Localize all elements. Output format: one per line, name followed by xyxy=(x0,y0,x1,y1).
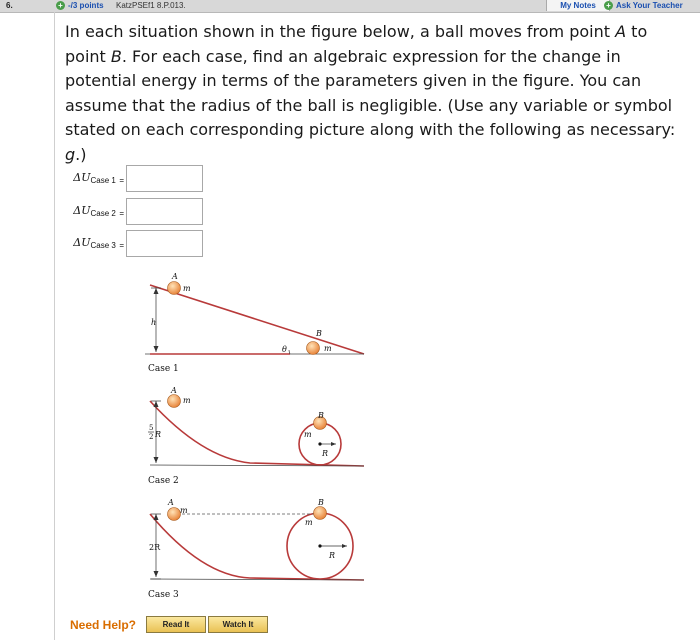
answer-label-case-1: ΔUCase 1 = xyxy=(73,171,124,185)
case-3-radius-label: R xyxy=(329,551,336,560)
case-1-label-b: B xyxy=(316,329,322,338)
question-number: 6. xyxy=(6,1,13,10)
answer-label-case-3: ΔUCase 3 = xyxy=(73,236,124,250)
case-3-height-label: 2R xyxy=(149,543,161,552)
case-2-mass-a: m xyxy=(183,396,191,405)
case-1-mass-a: m xyxy=(183,284,191,293)
my-notes-button[interactable]: My Notes xyxy=(546,0,610,11)
question-prompt xyxy=(65,20,685,167)
case-2-height-var: R xyxy=(155,430,162,439)
case-2-height-denominator: 2 xyxy=(149,433,154,441)
problem-code: KatzPSEf1 8.P.013. xyxy=(116,1,186,10)
case-1-ball-a xyxy=(168,282,181,295)
physics-figure xyxy=(140,268,375,602)
read-it-button[interactable]: Read It xyxy=(146,616,206,633)
prompt-text-3: . For each case, find an algebraic expression for the change in potential energy in terms of the parameters given in the figure. You can assume that the radius of the ball is negligible. (Use any variable or symbol stated on each corresponding picture along with the following as necessary: xyxy=(65,46,676,139)
prompt-symbol-g: g xyxy=(65,144,76,164)
prompt-point-b: B xyxy=(110,46,122,66)
case-2-diagram xyxy=(148,386,364,486)
case-3-mass-a: m xyxy=(180,506,188,515)
case-3-label-a: A xyxy=(168,498,174,507)
case-2-label-b: B xyxy=(318,411,324,420)
case-2-label-a: A xyxy=(171,386,177,395)
prompt-text-1: In each situation shown in the figure below, a ball moves from point xyxy=(65,22,616,41)
answer-input-case-1[interactable] xyxy=(126,165,203,192)
case-2-mass-b: m xyxy=(304,430,312,439)
answer-label-case-2: ΔUCase 2 = xyxy=(73,204,124,218)
case-3-caption: Case 3 xyxy=(148,590,179,600)
prompt-text-2: to point xyxy=(65,22,648,66)
case-1-height-label: h xyxy=(151,318,157,327)
left-divider xyxy=(54,12,55,640)
case-2-track xyxy=(150,401,364,466)
case-3-radius-arrow xyxy=(342,544,347,548)
points-label: -/3 points xyxy=(68,1,104,10)
case-1-arrow-down xyxy=(154,346,159,352)
case-3-ball-b xyxy=(314,507,327,520)
case-2-ball-a xyxy=(168,395,181,408)
prompt-text-4: .) xyxy=(75,144,87,164)
case-2-radius-arrow xyxy=(331,442,336,446)
case-1-ramp xyxy=(150,285,364,354)
case-2-arrow-up xyxy=(154,401,159,407)
case-2-height-numerator: 5 xyxy=(149,424,154,432)
question-header xyxy=(0,0,700,13)
watch-it-button[interactable]: Watch It xyxy=(208,616,268,633)
ask-plus-icon[interactable]: + xyxy=(604,1,613,10)
case-3-ball-a xyxy=(168,508,181,521)
case-1-caption: Case 1 xyxy=(148,364,179,374)
case-3-arrow-down xyxy=(154,571,159,577)
case-3-diagram xyxy=(148,498,364,600)
case-1-angle-label: θ xyxy=(282,345,287,354)
case-2-arrow-down xyxy=(154,457,159,463)
prompt-point-a: A xyxy=(615,22,627,41)
case-3-track xyxy=(150,514,364,580)
expand-plus-icon[interactable]: + xyxy=(56,1,65,10)
case-2-radius-label: R xyxy=(322,449,329,458)
case-3-mass-b: m xyxy=(305,518,313,527)
case-1-label-a: A xyxy=(172,272,178,281)
case-1-arrow-up xyxy=(154,288,159,294)
case-1-diagram xyxy=(145,272,364,374)
case-2-caption: Case 2 xyxy=(148,476,179,486)
case-1-ball-b xyxy=(307,342,320,355)
case-1-mass-b: m xyxy=(324,344,332,353)
case-3-arrow-up xyxy=(154,514,159,520)
need-help-label: Need Help? xyxy=(70,618,137,632)
answer-input-case-2[interactable] xyxy=(126,198,203,225)
answer-input-case-3[interactable] xyxy=(126,230,203,257)
ask-teacher-link[interactable]: Ask Your Teacher xyxy=(616,1,683,10)
case-3-label-b: B xyxy=(318,498,324,507)
